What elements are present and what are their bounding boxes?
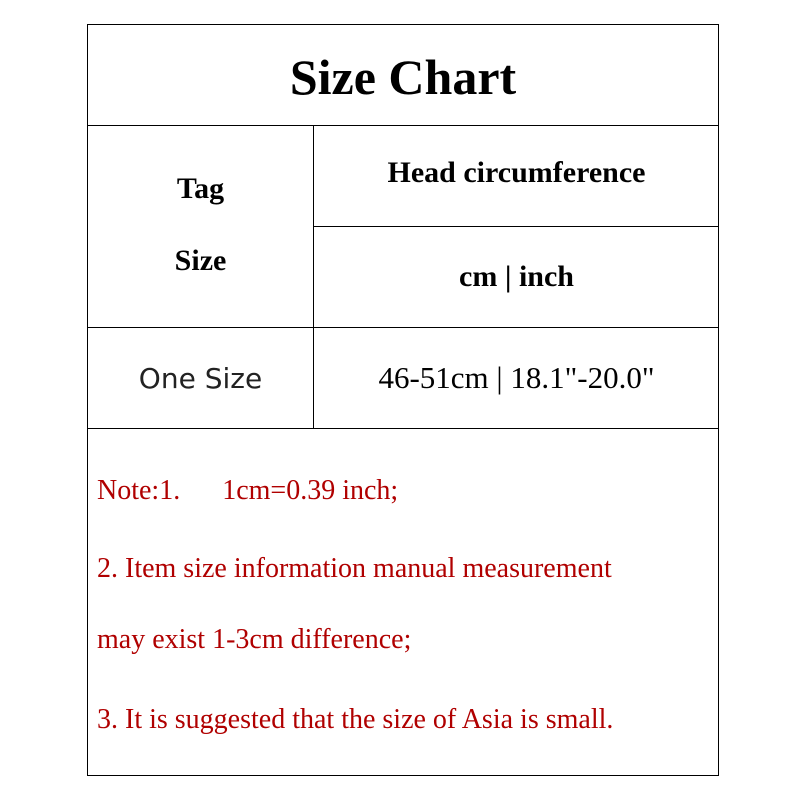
tag-size-header bbox=[88, 126, 314, 328]
size-chart-table bbox=[87, 24, 719, 776]
chart-title: Size Chart bbox=[88, 25, 718, 126]
note-1-text: 1cm=0.39 inch; bbox=[222, 475, 399, 506]
note-1-prefix: Note:1. bbox=[97, 475, 181, 506]
tag-header-line: Tag bbox=[176, 172, 225, 205]
note-1 bbox=[97, 477, 398, 505]
notes-section bbox=[88, 429, 718, 775]
size-header-line: Size bbox=[174, 244, 227, 277]
row-range-cell: 46-51cm | 18.1"-20.0" bbox=[314, 328, 719, 429]
note-2-line-2: may exist 1-3cm difference; bbox=[97, 624, 412, 655]
units-header: cm | inch bbox=[314, 227, 719, 328]
head-circumference-header: Head circumference bbox=[314, 126, 719, 227]
row-size-cell: One Size bbox=[88, 328, 314, 429]
note-3: 3. It is suggested that the size of Asia is small. bbox=[97, 704, 614, 735]
note-2-line-1: 2. Item size information manual measurement bbox=[97, 553, 612, 584]
